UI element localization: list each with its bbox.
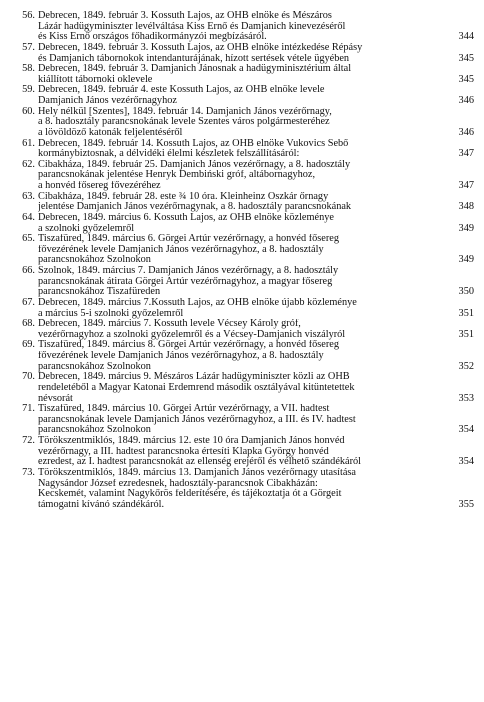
entry-page-number: 346 xyxy=(458,95,474,106)
entry-text-line: Damjanich János vezérőrnagyhoz xyxy=(38,96,177,106)
entry-number: 66. xyxy=(22,265,35,276)
entry-page-number: 351 xyxy=(458,307,474,319)
entry-number: 68. xyxy=(22,318,35,330)
entry-text-line: vezérőrnagyhoz a szolnoki győzelemről és a Vécsey-Damjanich viszályról xyxy=(38,329,346,340)
toc-entry xyxy=(14,404,476,436)
entry-text-line: Törökszentmiklós, 1849. március 12. este 10 óra Damjanich János honvéd xyxy=(38,436,345,446)
entry-description xyxy=(38,404,430,436)
toc-entry xyxy=(14,266,476,298)
entry-text-line: a 8. hadosztály parancsnokának levele Szentes város polgármesteréhez xyxy=(38,117,330,128)
entry-page-number: 344 xyxy=(458,31,474,43)
toc-entry xyxy=(14,436,476,468)
entry-text-line: kiállított tábornoki oklevele xyxy=(38,74,153,85)
entry-description xyxy=(38,107,430,139)
entry-text-line: rendeletéből a Magyar Katonai Érdemrend második osztályával kitüntetettek xyxy=(38,382,355,393)
toc-entry xyxy=(14,160,476,192)
entry-text-line: Debrecen, 1849. március 6. Kossuth Lajos, az OHB elnöke közleménye xyxy=(38,212,334,223)
toc-entry xyxy=(14,64,476,85)
entry-text-line: támogatni kívánó szándékáról. xyxy=(38,499,165,510)
entry-description xyxy=(38,64,430,85)
entry-number: 56. xyxy=(22,10,35,21)
entry-text-line: parancsnokához Szolnokon xyxy=(38,425,151,436)
entry-text-line: és Damjanich tábornokok intendanturájának, hízott sertések vétele ügyében xyxy=(38,53,350,64)
entry-text-line: névsorát xyxy=(38,393,73,404)
toc-entry xyxy=(14,468,476,511)
entry-number: 65. xyxy=(22,233,35,245)
entry-number: 63. xyxy=(22,190,35,202)
entry-page-number: 354 xyxy=(458,456,474,468)
toc-entry xyxy=(14,11,476,43)
entry-text-line: a március 5-i szolnoki győzelemről xyxy=(38,308,184,319)
toc-entry xyxy=(14,340,476,372)
entry-description xyxy=(38,340,430,372)
entry-page-number: 348 xyxy=(458,201,474,213)
entry-text-line: Debrecen, 1849. március 7.Kossuth Lajos, az OHB elnöke újabb közleménye xyxy=(38,297,357,308)
entry-number: 71. xyxy=(22,403,35,415)
entry-description xyxy=(38,266,430,298)
toc-entry xyxy=(14,107,476,139)
toc-entry xyxy=(14,234,476,266)
entry-page-number: 345 xyxy=(458,73,474,85)
toc-entry xyxy=(14,319,476,340)
entry-number: 73. xyxy=(22,466,35,478)
entry-number: 70. xyxy=(22,371,35,383)
entry-text-line: parancsnokához Szolnokon xyxy=(38,255,151,266)
entry-text-line: Debrecen, 1849. február 3. Kossuth Lajos, az OHB elnöke és Mészáros xyxy=(38,11,332,21)
entry-text-line: a honvéd fősereg fővezéréhez xyxy=(38,181,161,191)
entry-text-line: fővezérének levele Damjanich János vezérőrnagyhoz, a 8. hadosztály xyxy=(38,244,324,255)
entry-description xyxy=(38,43,430,64)
toc-entry xyxy=(14,372,476,404)
entry-text-line: vezérőrnagy, a III. hadtest parancsnoka értesíti Klapka György honvéd xyxy=(38,446,329,457)
entry-text-line: kormánybiztosnak, a délvidéki élelmi készletek felszállításáról: xyxy=(38,149,300,160)
entry-page-number: 349 xyxy=(458,254,474,266)
entry-number: 57. xyxy=(22,41,35,53)
entry-number: 60. xyxy=(22,105,35,117)
entry-text-line: Hely nélkül [Szentes], 1849. február 14. Damjanich János vezérőrnagy, xyxy=(38,106,332,117)
toc-entry xyxy=(14,43,476,64)
entry-text-line: Törökszentmiklós, 1849. március 13. Damjanich János vezérőrnagy utasítása xyxy=(38,467,356,478)
entry-text-line: Debrecen, 1849. február 4. este Kossuth Lajos, az OHB elnöke levele xyxy=(38,85,325,96)
entry-description xyxy=(38,11,430,43)
entry-text-line: Kecskemét, valamint Nagykőrös felderítésére, és tájékoztatja ót a Görgeit xyxy=(38,489,342,500)
entry-text-line: a lövöldöző katonák feljelentéséről xyxy=(38,127,183,138)
entry-description xyxy=(38,436,430,468)
entry-page-number: 353 xyxy=(458,392,474,404)
entry-text-line: parancsnokához Tiszafüreden xyxy=(38,287,161,298)
entry-page-number: 352 xyxy=(458,360,474,372)
entry-text-line: Szolnok, 1849. március 7. Damjanich János vezérőrnagy, a 8. hadosztály xyxy=(38,266,339,276)
entry-number: 64. xyxy=(22,211,35,223)
entry-text-line: és Kiss Ernő országos főhadikormányzói megbízásáról. xyxy=(38,32,267,43)
entry-page-number: 347 xyxy=(458,180,474,191)
entry-number: 69. xyxy=(22,339,35,351)
entry-page-number: 350 xyxy=(458,286,474,298)
entry-page-number: 345 xyxy=(458,52,474,64)
entry-description xyxy=(38,234,430,266)
entry-number: 72. xyxy=(22,435,35,446)
entry-text-line: Tiszafüred, 1849. március 6. Görgei Artúr vezérőrnagy, a honvéd fősereg xyxy=(38,234,340,245)
entry-text-line: fővezérének levele Damjanich János vezérőrnagyhoz, a 8. hadosztály xyxy=(38,351,324,361)
entry-number: 62. xyxy=(22,158,35,170)
entry-text-line: Nagysándor József ezredesnek, hadosztály-parancsnok Cibakházán: xyxy=(38,478,318,489)
entry-page-number: 347 xyxy=(458,148,474,160)
entry-text-line: parancsnokának átirata Görgei Artúr vezérőrnagyhoz, a magyar fősereg xyxy=(38,276,333,287)
entry-text-line: parancsnokának levele Damjanich János vezérőrnagyhoz, a III. és IV. hadtest xyxy=(38,414,356,425)
entry-page-number: 349 xyxy=(458,222,474,234)
entry-text-line: Debrecen, 1849. március 7. Kossuth levele Vécsey Károly gróf, xyxy=(38,319,301,330)
entry-description xyxy=(38,468,430,511)
toc-entry xyxy=(14,192,476,213)
toc-entry xyxy=(14,139,476,160)
entry-description xyxy=(38,139,430,160)
entry-text-line: Debrecen, 1849. február 14. Kossuth Lajos, az OHB elnöke Vukovics Sebő xyxy=(38,138,349,149)
entry-page-number: 355 xyxy=(458,498,474,510)
entry-text-line: parancsnokának jelentése Henryk Dembiński gróf, altábornagyhoz, xyxy=(38,170,316,181)
toc-entry xyxy=(14,85,476,106)
entry-page-number: 351 xyxy=(458,328,474,340)
entry-number: 61. xyxy=(22,137,35,149)
entry-page-number: 346 xyxy=(458,126,474,138)
entry-text-line: parancsnokához Szolnokon xyxy=(38,361,151,372)
entry-description xyxy=(38,213,430,234)
entry-description xyxy=(38,372,430,404)
entry-description xyxy=(38,192,430,213)
entry-text-line: ezredest, az I. hadtest parancsnokát az ellenség erejéről és vélhető szándékáról xyxy=(38,457,362,468)
entry-description xyxy=(38,319,430,340)
entry-description xyxy=(38,160,430,192)
entry-description xyxy=(38,85,430,106)
entry-number: 58. xyxy=(22,63,35,75)
entry-page-number: 354 xyxy=(458,424,474,436)
entry-text-line: Lázár hadügyminiszter levélváltása Kiss Ernő és Damjanich kinevezéséről xyxy=(38,21,346,32)
toc-entry xyxy=(14,298,476,319)
entry-text-line: Debrecen, 1849. február 3. Kossuth Lajos, az OHB elnöke intézkedése Répásy xyxy=(38,42,363,53)
entry-description xyxy=(38,298,430,319)
toc-entry xyxy=(14,213,476,234)
entry-text-line: Debrecen, 1849. február 3. Damjanich Jánosnak a hadügyminisztérium által xyxy=(38,64,352,75)
entry-text-line: Tiszafüred, 1849. március 10. Görgei Artúr vezérőrnagy, a VII. hadtest xyxy=(38,404,330,415)
entry-text-line: Tiszafüred, 1849. március 8. Görgei Artúr vezérőrnagy, a honvéd fősereg xyxy=(38,340,340,351)
table-of-contents xyxy=(14,11,476,510)
entry-text-line: Debrecen, 1849. március 9. Mészáros Lázár hadügyminiszter közli az OHB xyxy=(38,372,350,383)
entry-text-line: Cibakháza, 1849. február 28. este ¾ 10 óra. Kleinheinz Oszkár őrnagy xyxy=(38,191,329,202)
entry-text-line: Cibakháza, 1849. február 25. Damjanich János vezérőrnagy, a 8. hadosztály xyxy=(38,159,351,170)
entry-text-line: jelentése Damjanich János vezérőrnagynak, a 8. hadosztály parancsnokának xyxy=(38,202,352,213)
entry-text-line: a szolnoki győzelemről xyxy=(38,223,135,234)
entry-number: 67. xyxy=(22,296,35,308)
entry-number: 59. xyxy=(22,84,35,96)
